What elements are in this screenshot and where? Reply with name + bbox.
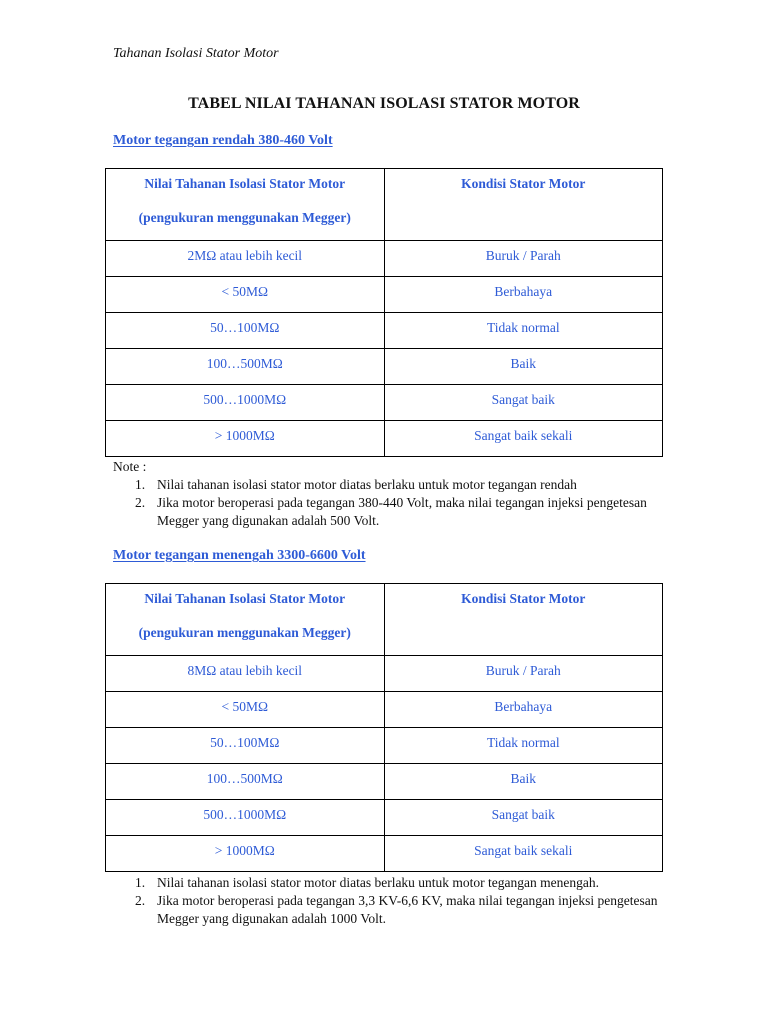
notes-list-medium-voltage xyxy=(113,874,673,928)
resistance-value-cell: 50…100MΩ xyxy=(106,313,385,349)
header-resistance-sublabel: (pengukuran menggunakan Megger) xyxy=(138,625,351,640)
list-item-text: Nilai tahanan isolasi stator motor diatas berlaku untuk motor tegangan menengah. xyxy=(157,875,600,890)
condition-cell: Sangat baik xyxy=(384,800,662,836)
condition-cell: Sangat baik sekali xyxy=(384,836,662,872)
table-row xyxy=(106,277,663,313)
resistance-value-cell: > 1000MΩ xyxy=(106,421,385,457)
note-label: Note : xyxy=(113,459,147,474)
document-title: TABEL NILAI TAHANAN ISOLASI STATOR MOTOR xyxy=(188,95,580,112)
page-header: Tahanan Isolasi Stator Motor xyxy=(113,46,279,61)
resistance-value-cell: 100…500MΩ xyxy=(106,764,385,800)
resistance-value-cell: < 50MΩ xyxy=(106,277,385,313)
header-cell-condition: Kondisi Stator Motor xyxy=(384,584,662,656)
list-item-number: 1. xyxy=(135,875,146,890)
resistance-value-cell: 100…500MΩ xyxy=(106,349,385,385)
resistance-value-cell: 2MΩ atau lebih kecil xyxy=(106,241,385,277)
list-item xyxy=(113,892,673,928)
table-header-row xyxy=(106,169,663,241)
header-resistance-label: Nilai Tahanan Isolasi Stator Motor xyxy=(144,176,346,191)
header-resistance-label: Nilai Tahanan Isolasi Stator Motor xyxy=(144,591,346,606)
table-low-voltage xyxy=(105,168,663,457)
condition-cell: Berbahaya xyxy=(384,277,662,313)
table-header-row xyxy=(106,584,663,656)
condition-cell: Sangat baik sekali xyxy=(384,421,662,457)
resistance-value-cell: 8MΩ atau lebih kecil xyxy=(106,656,385,692)
resistance-value-cell: < 50MΩ xyxy=(106,692,385,728)
table-row xyxy=(106,421,663,457)
table-row xyxy=(106,800,663,836)
header-cell-resistance xyxy=(106,584,385,656)
table-row xyxy=(106,385,663,421)
table-row xyxy=(106,728,663,764)
list-item-number: 2. xyxy=(135,495,146,510)
condition-cell: Baik xyxy=(384,349,662,385)
condition-cell: Tidak normal xyxy=(384,728,662,764)
section-heading-medium-voltage: Motor tegangan menengah 3300-6600 Volt xyxy=(113,548,366,563)
header-resistance-sublabel: (pengukuran menggunakan Megger) xyxy=(138,210,351,225)
header-cell-resistance xyxy=(106,169,385,241)
table-row xyxy=(106,349,663,385)
table-medium-voltage xyxy=(105,583,663,872)
condition-cell: Tidak normal xyxy=(384,313,662,349)
section-heading-low-voltage: Motor tegangan rendah 380-460 Volt xyxy=(113,133,333,148)
list-item xyxy=(113,476,673,494)
resistance-value-cell: 50…100MΩ xyxy=(106,728,385,764)
list-item-text: Jika motor beroperasi pada tegangan 3,3 KV-6,6 KV, maka nilai tegangan injeksi pengetesan Megger yang digunakan adalah 1000 Volt. xyxy=(157,893,658,926)
table-row xyxy=(106,656,663,692)
list-item-number: 1. xyxy=(135,477,146,492)
header-cell-condition: Kondisi Stator Motor xyxy=(384,169,662,241)
condition-cell: Buruk / Parah xyxy=(384,656,662,692)
notes-list-low-voltage xyxy=(113,476,673,530)
list-item-number: 2. xyxy=(135,893,146,908)
list-item-text: Nilai tahanan isolasi stator motor diatas berlaku untuk motor tegangan rendah xyxy=(157,477,577,492)
resistance-value-cell: > 1000MΩ xyxy=(106,836,385,872)
condition-cell: Sangat baik xyxy=(384,385,662,421)
table-row xyxy=(106,764,663,800)
condition-cell: Berbahaya xyxy=(384,692,662,728)
table-row xyxy=(106,313,663,349)
condition-cell: Buruk / Parah xyxy=(384,241,662,277)
table-row xyxy=(106,241,663,277)
table-row xyxy=(106,692,663,728)
list-item-text: Jika motor beroperasi pada tegangan 380-440 Volt, maka nilai tegangan injeksi pengetesan Megger yang digunakan adalah 500 Volt. xyxy=(157,495,647,528)
resistance-value-cell: 500…1000MΩ xyxy=(106,385,385,421)
condition-cell: Baik xyxy=(384,764,662,800)
table-row xyxy=(106,836,663,872)
list-item xyxy=(113,494,673,530)
resistance-value-cell: 500…1000MΩ xyxy=(106,800,385,836)
list-item xyxy=(113,874,673,892)
